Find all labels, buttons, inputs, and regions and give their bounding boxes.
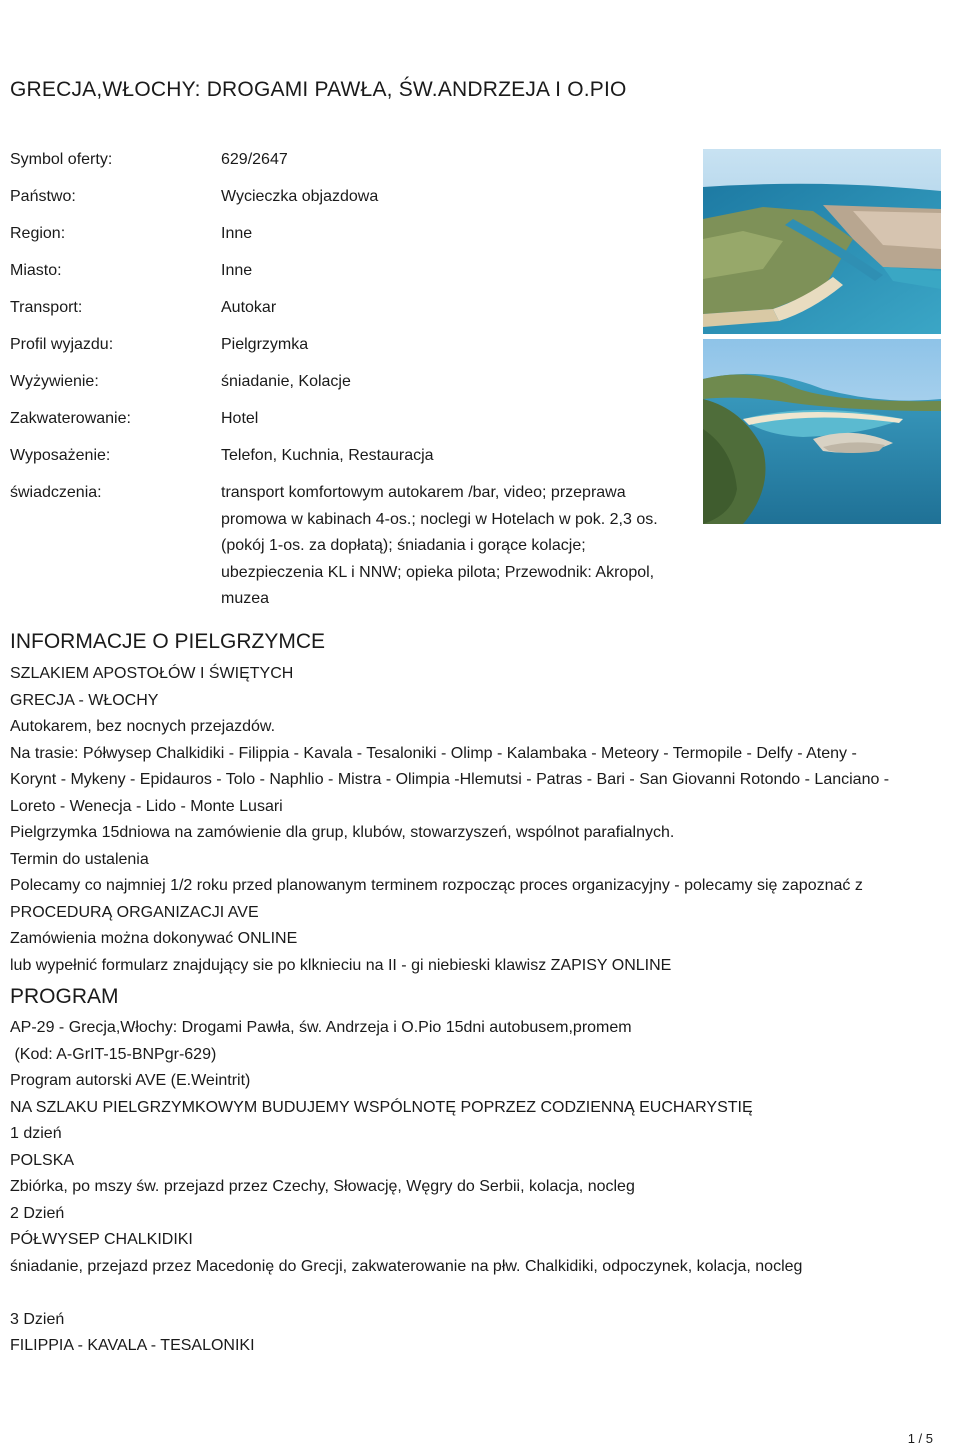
program-line: NA SZLAKU PIELGRZYMKOWYM BUDUJEMY WSPÓLNOTĘ POPRZEZ CODZIENNĄ EUCHARYSTIĘ	[10, 1098, 753, 1116]
spec-value: Inne	[221, 262, 253, 279]
services-text	[221, 480, 690, 613]
offer-spec-table	[10, 148, 690, 613]
program-line: śniadanie, przejazd przez Macedonię do Grecji, zakwaterowanie na płw. Chalkidiki, odpoczynek, kolacja, nocleg	[10, 1257, 803, 1275]
info-line: PROCEDURĄ ORGANIZACJI AVE	[10, 903, 259, 921]
info-line: Autokarem, bez nocnych przejazdów.	[10, 718, 276, 735]
spec-value: śniadanie, Kolacje	[221, 373, 351, 390]
info-heading: INFORMACJE O PIELGRZYMCE	[10, 630, 326, 653]
spec-label: Profil wyjazdu:	[10, 336, 114, 353]
spec-label: Transport:	[10, 299, 83, 316]
spec-row-accommodation	[10, 407, 690, 444]
program-line: FILIPPIA - KAVALA - TESALONIKI	[10, 1337, 255, 1354]
spec-value: Wycieczka objazdowa	[221, 188, 379, 205]
services-line: (pokój 1-os. za dopłatą); śniadania i gorące kolacje;	[221, 537, 586, 554]
program-line: 3 Dzień	[10, 1310, 65, 1328]
photo-canal-aerial	[703, 149, 941, 334]
program-line: 1 dzień	[10, 1125, 62, 1142]
info-line: lub wypełnić formularz znajdujący sie po klknieciu na II - gi niebieski klawisz ZAPISY ONLINE	[10, 956, 672, 974]
info-section	[10, 661, 945, 979]
spec-value: Hotel	[221, 410, 259, 427]
spec-row-symbol	[10, 148, 690, 185]
spec-value: Telefon, Kuchnia, Restauracja	[221, 447, 434, 464]
program-section	[10, 1015, 945, 1360]
services-line: muzea	[221, 590, 270, 607]
info-line: Pielgrzymka 15dniowa na zamówienie dla grup, klubów, stowarzyszeń, wspólnot parafialnych.	[10, 824, 675, 841]
info-line: Korynt - Mykeny - Epidauros - Tolo - Naphlio - Mistra - Olimpia -Hlemutsi - Patras - Bari - San Giovanni Rotondo - Lanciano -	[10, 771, 890, 788]
services-line: transport komfortowym autokarem /bar, video; przeprawa	[221, 484, 626, 501]
spec-row-profile	[10, 333, 690, 370]
spec-row-country	[10, 185, 690, 222]
spec-row-city	[10, 259, 690, 296]
program-line: Zbiórka, po mszy św. przejazd przez Czechy, Słowację, Węgry do Serbii, kolacja, nocleg	[10, 1178, 635, 1195]
services-line: ubezpieczenia KL i NNW; opieka pilota; Przewodnik: Akropol,	[221, 563, 655, 581]
spec-label: Zakwaterowanie:	[10, 410, 131, 427]
spec-row-meals	[10, 370, 690, 407]
spec-value: Inne	[221, 225, 253, 242]
info-line: Na trasie: Półwysep Chalkidiki - Filippia - Kavala - Tesaloniki - Olimp - Kalambaka - Meteory - Termopile - Delfy - Ateny -	[10, 744, 857, 762]
info-line: Polecamy co najmniej 1/2 roku przed planowanym terminem rozpocząc proces organizacyjny - polecamy się zapoznać z	[10, 877, 863, 894]
spec-value: Pielgrzymka	[221, 336, 309, 353]
page-number: 1 / 5	[907, 1431, 933, 1446]
program-line	[10, 1280, 945, 1307]
spec-label: Miasto:	[10, 262, 62, 279]
program-line: Program autorski AVE (E.Weintrit)	[10, 1072, 251, 1089]
spec-label: Symbol oferty:	[10, 151, 113, 168]
page-title: GRECJA,WŁOCHY: DROGAMI PAWŁA, ŚW.ANDRZEJA I O.PIO	[10, 78, 627, 101]
spec-row-equipment	[10, 444, 690, 481]
spec-label: świadczenia:	[10, 484, 102, 501]
program-line: POLSKA	[10, 1151, 75, 1169]
info-line: Zamówienia można dokonywać ONLINE	[10, 930, 298, 947]
program-heading: PROGRAM	[10, 985, 119, 1008]
program-line: PÓŁWYSEP CHALKIDIKI	[10, 1231, 193, 1248]
program-line: 2 Dzień	[10, 1204, 65, 1222]
info-line: Termin do ustalenia	[10, 850, 149, 868]
spec-label: Państwo:	[10, 188, 76, 205]
info-line: Loreto - Wenecja - Lido - Monte Lusari	[10, 797, 283, 815]
spec-label: Region:	[10, 225, 66, 242]
spec-value: Autokar	[221, 299, 277, 316]
services-line: promowa w kabinach 4-os.; noclegi w Hotelach w pok. 2,3 os.	[221, 510, 658, 528]
spec-row-region	[10, 222, 690, 259]
spec-label: Wyposażenie:	[10, 447, 111, 464]
spec-value: 629/2647	[221, 151, 288, 168]
program-line: AP-29 - Grecja,Włochy: Drogami Pawła, św. Andrzeja i O.Pio 15dni autobusem,promem	[10, 1019, 632, 1036]
spec-label: Wyżywienie:	[10, 373, 99, 390]
spec-row-transport	[10, 296, 690, 333]
info-line: GRECJA - WŁOCHY	[10, 691, 159, 709]
program-line: (Kod: A-GrIT-15-BNPgr-629)	[10, 1045, 217, 1063]
spec-row-services	[10, 481, 690, 613]
info-line: SZLAKIEM APOSTOŁÓW I ŚWIĘTYCH	[10, 665, 294, 682]
photo-bay-beach	[703, 339, 941, 524]
